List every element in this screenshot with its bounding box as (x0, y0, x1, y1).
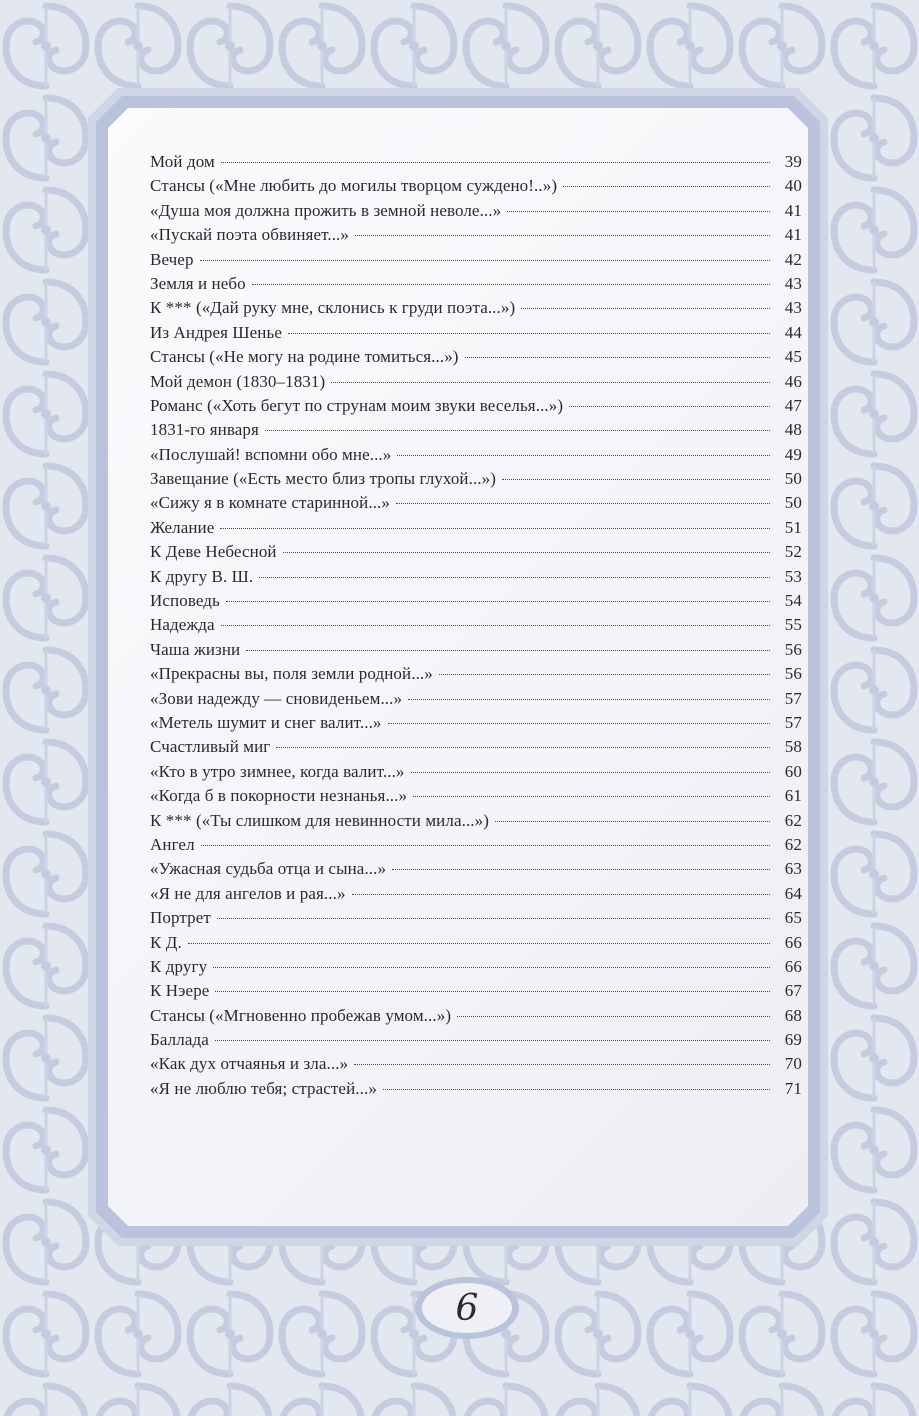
toc-entry-title: Земля и небо (150, 273, 246, 293)
dot-leader (465, 357, 770, 358)
toc-entry-title: «Душа моя должна прожить в земной неволе...» (150, 200, 502, 220)
toc-entry-title: Исповедь (150, 591, 220, 611)
toc-entry-title: К другу (150, 956, 208, 976)
toc-entry-title: «Ужасная судьба отца и сына...» (150, 859, 387, 879)
toc-entry (150, 1030, 802, 1054)
toc-entry-title: Из Андрея Шенье (150, 322, 282, 342)
toc-entry-title: «Пускай поэта обвиняет...» (150, 225, 349, 245)
toc-entry (150, 469, 802, 493)
dot-leader (521, 308, 770, 309)
dot-leader (392, 869, 770, 870)
toc-entry-page: 46 (784, 371, 802, 391)
toc-entry-title: Вечер (150, 249, 194, 269)
toc-entry-page: 66 (784, 932, 802, 952)
toc-entry-title: «Зови надежду — сновиденьем...» (150, 688, 403, 708)
toc-entry (150, 908, 802, 932)
dot-leader (246, 650, 770, 651)
toc-entry-page: 70 (784, 1054, 802, 1074)
dot-leader (283, 552, 770, 553)
toc-entry-title: «Я не для ангелов и рая...» (150, 883, 346, 903)
dot-leader (226, 601, 770, 602)
toc-entry (150, 835, 802, 859)
toc-entry-title: К Д. (150, 932, 182, 952)
toc-entry-page: 67 (784, 981, 802, 1001)
toc-entry (150, 396, 802, 420)
toc-entry-title: К Нэере (150, 981, 210, 1001)
dot-leader (217, 918, 770, 919)
toc-entry (150, 884, 802, 908)
toc-entry-title: Надежда (150, 615, 215, 635)
dot-leader (396, 503, 770, 504)
toc-entry (150, 347, 802, 371)
toc-entry-page: 50 (784, 493, 802, 513)
toc-entry (150, 640, 802, 664)
toc-entry (150, 713, 802, 737)
toc-entry (150, 859, 802, 883)
toc-entry-page: 53 (784, 566, 802, 586)
toc-entry-page: 40 (784, 176, 802, 196)
dot-leader (411, 772, 770, 773)
toc-entry-page: 43 (784, 273, 802, 293)
toc-entry-title: Портрет (150, 908, 211, 928)
toc-entry-title: «Кто в утро зимнее, когда валит...» (150, 761, 405, 781)
toc-entry-title: К другу В. Ш. (150, 566, 254, 586)
toc-entry-title: Мой демон (1830–1831) (150, 371, 326, 391)
dot-leader (502, 479, 770, 480)
toc-entry-page: 62 (784, 810, 802, 830)
toc-entry-title: Чаша жизни (150, 639, 241, 659)
toc-entry-page: 43 (784, 298, 802, 318)
dot-leader (439, 674, 770, 675)
toc-entry-title: «Метель шумит и снег валит...» (150, 712, 382, 732)
toc-entry (150, 274, 802, 298)
toc-entry-title: Мой дом (150, 152, 215, 171)
toc-entry-page: 57 (784, 712, 802, 732)
toc-entry-page: 61 (784, 786, 802, 806)
toc-entry (150, 323, 802, 347)
toc-entry (150, 689, 802, 713)
toc-entry-title: Ангел (150, 834, 195, 854)
table-of-contents (150, 152, 802, 1103)
toc-entry (150, 250, 802, 274)
toc-entry-title: «Прекрасны вы, поля земли родной...» (150, 664, 433, 684)
toc-entry-page: 50 (784, 469, 802, 489)
dot-leader (388, 723, 770, 724)
toc-entry-page: 54 (784, 591, 802, 611)
dot-leader (507, 211, 770, 212)
toc-entry (150, 1079, 802, 1103)
toc-entry (150, 445, 802, 469)
page-number: 6 (455, 1288, 479, 1329)
toc-entry-title: «Послушай! вспомни обо мне...» (150, 444, 392, 464)
dot-leader (383, 1089, 770, 1090)
dot-leader (200, 260, 770, 261)
toc-entry (150, 737, 802, 761)
toc-entry-page: 68 (784, 1005, 802, 1025)
toc-entry (150, 225, 802, 249)
toc-entry (150, 493, 802, 517)
dot-leader (188, 943, 770, 944)
toc-entry (150, 542, 802, 566)
toc-entry (150, 664, 802, 688)
toc-entry (150, 786, 802, 810)
toc-entry-page: 48 (784, 420, 802, 440)
toc-entry-title: «Сижу я в комнате старинной...» (150, 493, 391, 513)
toc-entry (150, 201, 802, 225)
toc-entry (150, 420, 802, 444)
dot-leader (215, 1040, 770, 1041)
dot-leader (408, 699, 770, 700)
toc-entry (150, 567, 802, 591)
toc-entry (150, 957, 802, 981)
toc-entry-title: Счастливый миг (150, 737, 271, 757)
toc-entry-page: 57 (784, 688, 802, 708)
toc-entry-page: 58 (784, 737, 802, 757)
toc-entry-title: «Я не люблю тебя; страстей...» (150, 1078, 377, 1098)
toc-entry-page: 52 (784, 542, 802, 562)
dot-leader (259, 577, 770, 578)
dot-leader (563, 186, 770, 187)
toc-entry-page: 66 (784, 956, 802, 976)
dot-leader (354, 1064, 770, 1065)
toc-entry-page: 56 (784, 664, 802, 684)
toc-entry-page: 64 (784, 883, 802, 903)
toc-entry (150, 933, 802, 957)
dot-leader (265, 430, 770, 431)
toc-entry-title: Стансы («Мне любить до могилы творцом суждено!..») (150, 176, 558, 196)
toc-entry-page: 55 (784, 615, 802, 635)
toc-entry-title: «Когда б в покорности незнанья...» (150, 786, 408, 806)
toc-entry-page: 41 (784, 200, 802, 220)
toc-entry (150, 762, 802, 786)
toc-entry (150, 176, 802, 200)
dot-leader (355, 235, 770, 236)
dot-leader (352, 894, 770, 895)
toc-entry-page: 60 (784, 761, 802, 781)
dot-leader (215, 991, 770, 992)
toc-entry-title: Стансы («Мгновенно пробежав умом...») (150, 1005, 452, 1025)
dot-leader (276, 747, 770, 748)
toc-entry-page: 71 (784, 1078, 802, 1098)
toc-entry (150, 372, 802, 396)
toc-entry-title: К Деве Небесной (150, 542, 277, 562)
toc-entry-page: 44 (784, 322, 802, 342)
toc-entry-page: 62 (784, 834, 802, 854)
dot-leader (221, 625, 770, 626)
toc-entry-page: 39 (784, 152, 802, 171)
toc-entry-page: 51 (784, 517, 802, 537)
dot-leader (495, 821, 770, 822)
toc-entry-page: 42 (784, 249, 802, 269)
toc-entry-page: 65 (784, 908, 802, 928)
toc-entry-title: Романс («Хоть бегут по струнам моим звуки веселья...») (150, 395, 564, 415)
toc-entry (150, 518, 802, 542)
toc-entry (150, 298, 802, 322)
toc-entry-title: «Как дух отчаянья и зла...» (150, 1054, 349, 1074)
toc-entry (150, 591, 802, 615)
dot-leader (201, 845, 770, 846)
toc-entry (150, 1054, 802, 1078)
dot-leader (413, 796, 770, 797)
toc-entry-page: 56 (784, 639, 802, 659)
toc-entry-page: 47 (784, 395, 802, 415)
toc-entry-page: 63 (784, 859, 802, 879)
dot-leader (331, 382, 770, 383)
dot-leader (288, 333, 770, 334)
toc-entry (150, 1006, 802, 1030)
toc-entry-title: Желание (150, 517, 215, 537)
toc-entry-title: 1831-го января (150, 420, 259, 440)
toc-entry-page: 49 (784, 444, 802, 464)
dot-leader (221, 162, 770, 163)
dot-leader (397, 455, 770, 456)
toc-entry-title: К *** («Дай руку мне, склонись к груди поэта...») (150, 298, 516, 318)
dot-leader (252, 284, 770, 285)
dot-leader (569, 406, 770, 407)
dot-leader (213, 967, 770, 968)
toc-entry (150, 152, 802, 176)
toc-entry (150, 811, 802, 835)
toc-entry-title: Завещание («Есть место близ тропы глухой...») (150, 469, 497, 489)
toc-entry-page: 69 (784, 1030, 802, 1050)
toc-entry (150, 615, 802, 639)
toc-entry-title: Стансы («Не могу на родине томиться...») (150, 347, 459, 367)
toc-entry (150, 981, 802, 1005)
toc-entry-title: К *** («Ты слишком для невинности мила...») (150, 810, 490, 830)
dot-leader (220, 528, 770, 529)
dot-leader (457, 1016, 770, 1017)
toc-entry-page: 45 (784, 347, 802, 367)
toc-entry-title: Баллада (150, 1030, 209, 1050)
toc-entry-page: 41 (784, 225, 802, 245)
